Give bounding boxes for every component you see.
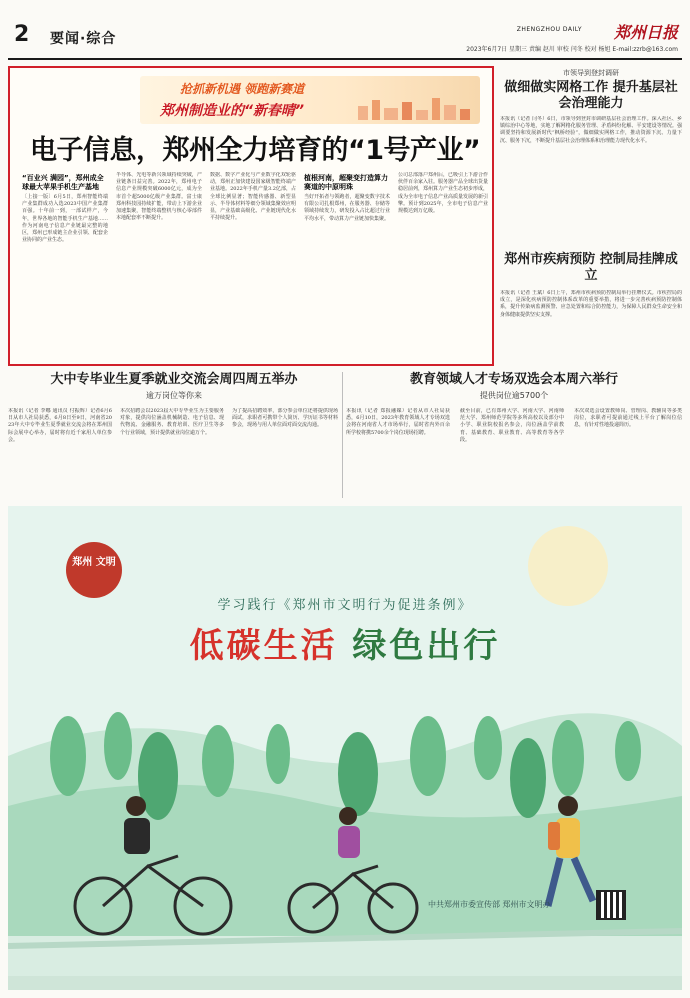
- lead-headline: 电子信息，郑州全力培育的“1号产业”: [30, 135, 481, 166]
- lead-paragraph: 当好开拓者与领跑者，超聚变数字技术有限公司扎根郑州，在服务器、存储等领域持续发力，研发投入占比超过行业平均水平，带动算力产业链加快集聚。: [304, 194, 390, 222]
- jobs-fair-column-2: [120, 408, 224, 498]
- education-fair-headline: 教育领域人才专场双选会本周六举行: [409, 372, 618, 387]
- masthead: [8, 4, 682, 60]
- column-divider: [342, 372, 343, 498]
- lead-paragraph: 半导体、光电等新兴领域持续突破，产业链条日益完善。2022年，郑州电子信息产业规模突破6000亿元，成为全市首个超5000亿级产业集群。富士康郑州科技园持续扩能，带动上下游企业加速集聚，智能终端整机与核心零部件本地配套率不断提升。: [116, 172, 202, 222]
- slogan-part-b: 绿色出行: [352, 626, 501, 666]
- lead-subhead-1: “百业兴 满园”，郑州成全球最大苹果手机生产基地: [22, 174, 104, 191]
- lead-subhead-2: 植根河南，超聚变打造算力赛道的中原明珠: [304, 174, 388, 191]
- issue-info: 2023年6月7日 星期三 责编 赵川 审校 闫冬 校对 杨旭 E-mail:zzrb@163.com: [466, 46, 678, 53]
- lead-banner: [140, 76, 480, 124]
- qr-code-icon[interactable]: [596, 890, 626, 920]
- lead-paragraph: 公司总部落户郑州后，已吸引上下游合作伙伴百余家入驻。服务器产品全球出货量稳居前列，郑州算力产业生态初步形成，成为全市电子信息产业高质量发展的新引擎。预计到2025年，全市电子信息产业规模达到万亿级。: [398, 172, 488, 215]
- poster-kicker: 学习践行《郑州市文明行为促进条例》: [217, 598, 473, 613]
- lead-story: [8, 66, 494, 366]
- education-fair-column-3: [574, 408, 682, 498]
- poster-credit: 中共郑州市委宣传部 郑州市文明办: [428, 900, 551, 909]
- paper-english-name: ZHENGZHOU DAILY: [516, 26, 582, 33]
- poster-slogan: [8, 618, 682, 667]
- right-column: [500, 66, 682, 366]
- right-headline-1: 做细做实网格工作 提升基层社会治理能力: [504, 80, 678, 111]
- skyline-icon: [354, 96, 474, 120]
- right-paragraph-1: 本报讯（记者 闫冬）6日，市领导到登封市调研基层社会治理工作。深入社区、乡镇综治中心等地，实地了解网格化服务管理、矛盾纠纷化解、平安建设等情况。强调要坚持和发展新时代“枫桥经验”，做细做实网格工作，推动资源下沉、力量下沉、服务下沉，不断提升基层社会治理体系和治理能力现代化水平。: [500, 116, 682, 144]
- jobs-fair-paragraph-1: 本报讯（记者 李娜 通讯员 付振辉）记者6月6日从市人社局获悉，6月8日至9日，河南省2023年大中专毕业生夏季就业交流会将在郑州国际会展中心举办，届时将有近千家用人单位参会。: [8, 408, 112, 443]
- right-body-1: [500, 116, 682, 234]
- education-fair-column-2: [460, 408, 564, 498]
- lead-column-2: [116, 172, 202, 358]
- education-fair-paragraph-1: 本报讯（记者 郑报融媒）记者从市人社局获悉，6月10日，2023年教育领域人才专场双选会将在河南省人才市场举行，届时省内外百余所学校将携5700余个岗位现场招聘。: [346, 408, 450, 436]
- right-kicker: 市领导到登封调研: [563, 69, 619, 77]
- right-headline-2: 郑州市疾病预防 控制局挂牌成立: [504, 252, 678, 283]
- civilization-seal-logo: 郑州 文明: [66, 542, 122, 598]
- page-number: 2: [14, 22, 30, 47]
- right-paragraph-2: 本报讯（记者 王斌）6日上午，郑州市疾病预防控制局举行挂牌仪式。市疾控局的成立，是深化疾病预防控制体系改革的重要举措，将进一步完善疾病预防控制体系，提升传染病监测预警、应急处置和综合防控能力，为保障人民群众生命安全和身体健康提供坚实支撑。: [500, 290, 682, 318]
- lead-column-1: [22, 172, 108, 358]
- jobs-fair-headline: 大中专毕业生夏季就业交流会周四周五举办: [50, 372, 298, 387]
- lead-paragraph: 〔上接一版〕6月5日，郑州智能终端产业集群成功入选2023中国产业集群百强。十年前一到，一部试样产，今年，世界各地的智能手机生产基地……作为河南电子信息产业链最完整的地区，郑州已形成链主企业引领、配套企业协同的产业生态。: [22, 194, 108, 244]
- lead-column-4: [304, 172, 390, 358]
- jobs-fair-columns: [8, 408, 340, 498]
- education-fair-paragraph-2: 截至目前，已有郑州大学、河南大学、河南师范大学、郑州师范学院等多所高校以及部分中小学、职业院校报名参会，岗位涵盖学前教育、基础教育、职业教育、高等教育等各学段。: [460, 408, 564, 443]
- jobs-fair-paragraph-3: 为了提高招聘效率，部分参会单位还将提供现场面试，求职者可携带个人简历、学历证书等材料参会，现场与用人单位面对面交流沟通。: [232, 408, 338, 429]
- education-fair-subhead: 提供岗位逾5700个: [479, 391, 549, 400]
- lead-paragraph: 数据、数字产业化与产业数字化双轮驱动，郑州正加快建设国家级智能终端产业基地。2022年手机产量3.2亿部，占全球比例显著；智能传感器、新型显示、半导体材料等细分领域集聚效应明显，产业基础高级化、产业链现代化水平持续提升。: [210, 172, 296, 222]
- lead-columns: [22, 172, 488, 358]
- jobs-fair-column-3: [232, 408, 338, 498]
- education-fair-columns: [346, 408, 682, 498]
- paper-logo: 郑州日报: [613, 23, 678, 42]
- slogan-part-a: 低碳生活: [189, 626, 338, 666]
- jobs-fair-story: [8, 372, 340, 498]
- jobs-fair-paragraph-2: 本次招聘会以2023届大中专毕业生为主要服务对象，提供岗位涵盖机械制造、电子信息、现代物流、金融服务、教育培训、医疗卫生等多个行业领域，预计提供就业岗位逾万个。: [120, 408, 224, 436]
- lead-column-3: [210, 172, 296, 358]
- education-fair-story: [346, 372, 682, 498]
- jobs-fair-column-1: [8, 408, 112, 498]
- banner-line-2: 郑州制造业的“新春晴”: [160, 103, 305, 119]
- education-fair-paragraph-3: 本次双选会设置教师岗、管理岗、教辅岗等多类岗位，求职者可提前通过线上平台了解岗位信息，有针对性地投递简历。: [574, 408, 682, 429]
- jobs-fair-subhead: 逾万岗位等你来: [146, 391, 202, 400]
- section-title: 要闻·综合: [50, 31, 117, 47]
- public-service-poster: [8, 506, 682, 990]
- education-fair-column-1: [346, 408, 450, 498]
- banner-line-1: 抢抓新机遇 领跑新赛道: [180, 82, 305, 96]
- lead-column-5: [398, 172, 488, 358]
